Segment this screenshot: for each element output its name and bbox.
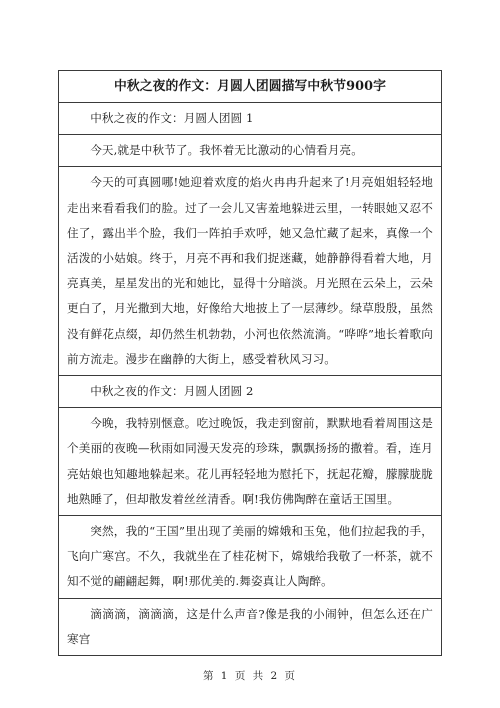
paragraph-text: 今天,就是中秋节了。我怀着无比激动的心情看月亮。 — [90, 143, 363, 158]
paragraph — [59, 167, 441, 376]
page-footer: 第 1 页 共 2 页 — [202, 670, 298, 682]
section-heading-2 — [59, 376, 441, 408]
section-heading-1 — [59, 103, 441, 135]
paragraph-text: 今天的可真圆哪!她迎着欢度的焰火冉冉升起来了!月亮姐姐轻轻地走出来看看我们的脸。过了一会儿又害羞地躲进云里，一转眼她又忍不住了，露出半个脸，我们一阵拍手欢呼，她又急忙藏了起来，真像一个活泼的小姑娘。终于，月亮不再和我们捉迷藏，她静静得看着大地，月亮真美，星星发出的光和她比，显得十分暗淡。月光照在云朵上，云朵更白了，月光撒到大地，好像给大地披上了一层薄纱。绿草殷殷，虽然没有鲜花点缀，却仍然生机勃勃，小河也依然流淌。“哗哗”地长着歌向前方流走。漫步在幽静的大街上，感受着秋风习习。 — [67, 175, 433, 366]
document-title: 中秋之夜的作文：月圆人团圆描写中秋节900字 — [59, 71, 441, 103]
paragraph-text: 突然，我的“王国”里出现了美丽的嫦娥和玉兔，他们拉起我的手，飞向广寒宫。不久，我就坐在了桂花树下，嫦娥给我敬了一杯茶，就不知不觉的翩翩起舞，啊!那优美的.舞姿真让人陶醉。 — [67, 524, 433, 589]
paragraph — [59, 516, 441, 599]
paragraph — [59, 599, 441, 655]
paragraph — [59, 408, 441, 516]
paragraph-text: 滴滴滴，滴滴滴，这是什么声音?像是我的小闹钟，但怎么还在广寒宫 — [67, 606, 433, 646]
document-table — [58, 70, 442, 656]
section-heading-text: 中秋之夜的作文：月圆人团圆 2 — [90, 384, 254, 399]
paragraph-text: 今晚，我特别惬意。吃过晚饭，我走到窗前，默默地看着周围这是个美丽的夜晚—秋雨如同漫天发亮的珍珠，飘飘扬扬的撒着。看，连月亮姑娘也知趣地躲起来。花儿再轻轻地为慰托下，抚起花瓣，朦朦胧胧地熟睡了，但却散发着丝丝清香。啊!我仿佛陶醉在童话王国里。 — [67, 416, 433, 506]
section-heading-text: 中秋之夜的作文：月圆人团圆 1 — [90, 111, 254, 125]
paragraph — [59, 135, 441, 167]
